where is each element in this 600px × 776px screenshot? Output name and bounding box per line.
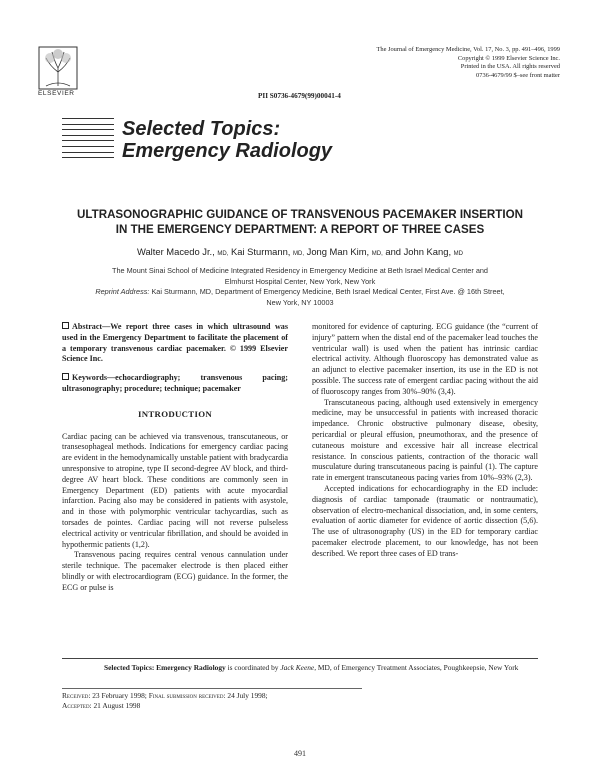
reprint-text: Kai Sturmann, MD, Department of Emergency Medicine, Beth Israel Medical Center, First Ave. @ 16th Street,: [151, 287, 505, 296]
pii-identifier: PII S0736-4679(99)00041-4: [258, 92, 341, 100]
reprint-text-line2: New York, NY 10003: [266, 297, 334, 307]
elsevier-logo-tree-icon: [38, 46, 78, 90]
final-label: Final submission received:: [148, 691, 226, 700]
left-column: [62, 322, 288, 594]
footnote-divider: [62, 658, 538, 659]
paragraph: Cardiac pacing can be achieved via transvenous, transcutaneous, or transesophageal methods. Indications for emergency cardiac pacing are evident in the hemodynamically unstable patient with bradycardia unresponsive to atropine, type II second-degree AV block, and third-degree AV heart block. These conditions are commonly seen in Emergency Department (ED) patients with acute myocardial infarction. Pacing also may be considered in patients with asystole, and in those with polymorphic ventricular tachycardias, such as torsades de pointes. Cardiac pacing will not reverse pulseless electrical activity or ventricular fibrillation, and should be avoided in hypothermic patients (1,2).: [62, 431, 288, 549]
paragraph: Transvenous pacing requires central venous cannulation under sterile technique. The pacemaker electrode is then placed either blindly or with electrocardiogram (ECG) guidance. In the former, the ECG or pulse is: [62, 550, 288, 592]
paragraph: Accepted indications for echocardiography in the ED include: diagnosis of cardiac tamponade (traumatic or nontraumatic), observation of electro-mechanical dissociation, and, in some centers, evaluation of aortic diameter for evidence of aortic dissection (5,6). The use of ultrasonography (US) in the ED for temporary cardiac pacemaker electrode placement, to our knowledge, has not been described. We report three cases of ED trans-: [312, 483, 538, 558]
author-degree: MD,: [371, 251, 383, 257]
journal-citation: The Journal of Emergency Medicine, Vol. 17, No. 3, pp. 491–496, 1999: [376, 46, 560, 53]
section-decoration-lines: [62, 118, 114, 163]
author-degree: MD,: [293, 251, 305, 257]
footnote-text: is coordinated by: [227, 663, 279, 672]
journal-meta: [260, 46, 560, 80]
author-list: [50, 246, 550, 257]
footnote-text: Poughkeepsie, New York: [443, 663, 519, 672]
section-heading: INTRODUCTION: [138, 408, 212, 419]
accepted-date: 21 August 1998: [93, 701, 141, 710]
page-number: 491: [294, 749, 306, 758]
paragraph: monitored for evidence of capturing. ECG guidance (the “current of injury” pattern when the distal end of the pacemaker lead touches the ventricular wall) is used when the patient has intrinsic cardiac electrical activity. Although fluoroscopy has demonstrated value as an adjunct to elective pacemaker insertion, its use in the ED is not possible. The success rate of emergent cardiac pacing without the aid of fluoroscopy ranges from 30%–90% (3,4).: [312, 322, 538, 396]
footnote-bold: Selected Topics: Emergency Radiology: [104, 663, 226, 672]
checkbox-square-icon: [62, 373, 69, 380]
affiliation-line2: Elmhurst Hospital Center, New York, New York: [224, 276, 376, 286]
submission-dates: [62, 691, 268, 711]
printed-line: Printed in the USA. All rights reserved: [460, 63, 560, 71]
keywords: [62, 373, 288, 395]
article-title: [50, 207, 550, 237]
affiliation-line1: The Mount Sinai School of Medicine Integrated Residency in Emergency Medicine at Beth Israel Medical Center and: [112, 266, 488, 275]
author-degree: MD,: [217, 251, 229, 257]
reprint-label: Reprint Address:: [95, 287, 150, 296]
section-title-line2: Emergency Radiology: [122, 140, 333, 162]
right-column: [312, 322, 538, 560]
section-title-line1: Selected Topics:: [122, 118, 281, 140]
footnote-text: MD, of Emergency Treatment Associates,: [317, 663, 442, 672]
logo-text: ELSEVIER: [38, 90, 75, 97]
author-name: Jong Man Kim,: [306, 246, 370, 257]
received-label: Received:: [62, 691, 91, 700]
checkbox-square-icon: [62, 322, 69, 329]
author-name: Kai Sturmann,: [231, 246, 291, 257]
section-title: [122, 118, 332, 162]
reprint-address: [60, 287, 540, 298]
final-date: 24 July 1998;: [227, 691, 268, 700]
dates-divider: [62, 688, 362, 689]
footnote-editor: Jack Keene,: [280, 663, 317, 672]
author-name: Walter Macedo Jr.,: [136, 246, 215, 257]
paragraph: Transcutaneous pacing, although used extensively in emergency medicine, may be unsuccessful in patients with increased thoracic impedance. Chronic obstructive pulmonary disease, obesity, pericardial or pleural effusion, pneumothorax, and the presence of cutaneous moisture and excessive hair all increase electrical resistance. In conscious patients, contraction of the thoracic wall musculature during transcutaneous pacing is painful (1). The capture rate in emergent transcutaneous pacing varies from 10%–93% (2,3).: [312, 397, 538, 483]
issn-line: 0736-4679/99 $–see front matter: [476, 71, 560, 79]
keywords-text: Keywords—echocardiography; transvenous pacing; ultrasonography; procedure; technique; pacemaker: [62, 373, 288, 393]
footnote: [104, 663, 524, 673]
received-date: 23 February 1998;: [92, 691, 147, 700]
article-title-line1: ULTRASONOGRAPHIC GUIDANCE OF TRANSVENOUS PACEMAKER INSERTION: [77, 208, 523, 221]
copyright-line: Copyright © 1999 Elsevier Science Inc.: [457, 54, 560, 62]
article-title-line2: IN THE EMERGENCY DEPARTMENT: A REPORT OF THREE CASES: [115, 223, 485, 236]
accepted-label: Accepted:: [62, 701, 92, 710]
abstract-text: Abstract—We report three cases in which ultrasound was used in the Emergency Department to facilitate the placement of a temporary transvenous cardiac pacemaker. © 1999 Elsevier Science Inc.: [62, 322, 288, 364]
affiliation: [60, 266, 540, 308]
abstract: [62, 322, 288, 365]
author-name: and John Kang,: [385, 246, 452, 257]
author-degree: MD: [453, 251, 464, 257]
